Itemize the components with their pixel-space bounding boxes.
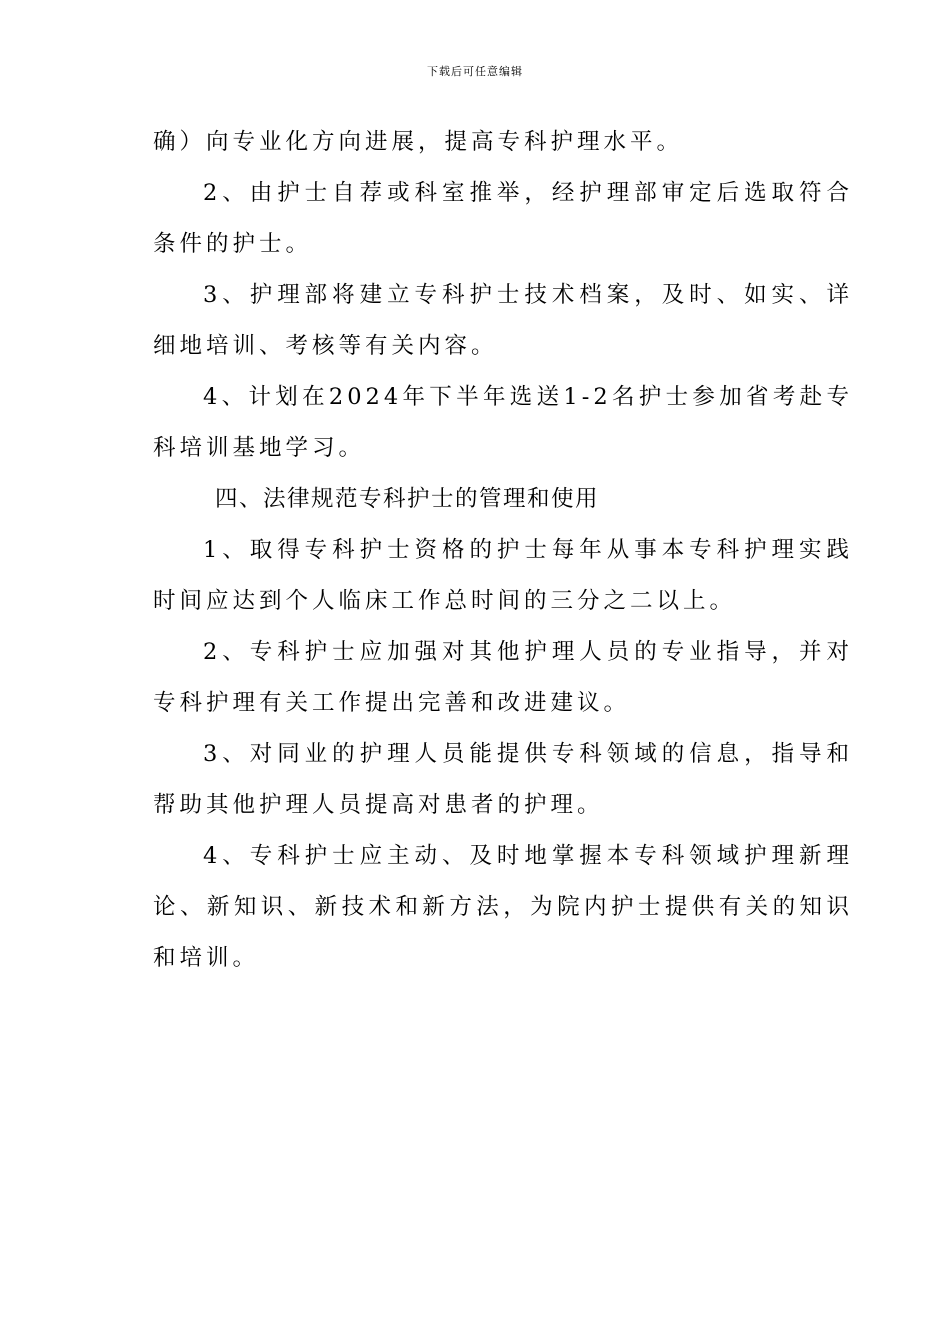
paragraph-continuation: 确）向专业化方向进展，提高专科护理水平。 (153, 129, 684, 155)
list-item-2-self-recommendation: 2、由护士自荐或科室推举，经护理部审定后选取符合条件的护士。 (153, 180, 853, 257)
list-item-3-information: 3、对同业的护理人员能提供专科领域的信息，指导和帮助其他护理人员提高对患者的护理。 (153, 741, 853, 818)
list-item-2-guidance: 2、专科护士应加强对其他护理人员的专业指导，并对专科护理有关工作提出完善和改进建议。 (153, 639, 853, 716)
list-item-4-new-knowledge: 4、专科护士应主动、及时地掌握本专科领域护理新理论、新知识、新技术和新方法，为院内护士提供有关的知识和培训。 (153, 843, 853, 971)
list-item-4-training-plan: 4、计划在2024年下半年选送1-2名护士参加省考赴专科培训基地学习。 (153, 384, 853, 461)
section-heading-four: 四、法律规范专科护士的管理和使用 (215, 486, 600, 512)
list-item-3-archive: 3、护理部将建立专科护士技术档案，及时、如实、详细地培训、考核等有关内容。 (153, 282, 853, 359)
document-body (153, 117, 853, 984)
page-header: 下载后可任意编辑 (427, 65, 523, 78)
list-item-1-practice-time: 1、取得专科护士资格的护士每年从事本专科护理实践时间应达到个人临床工作总时间的三分之二以上。 (153, 537, 853, 614)
